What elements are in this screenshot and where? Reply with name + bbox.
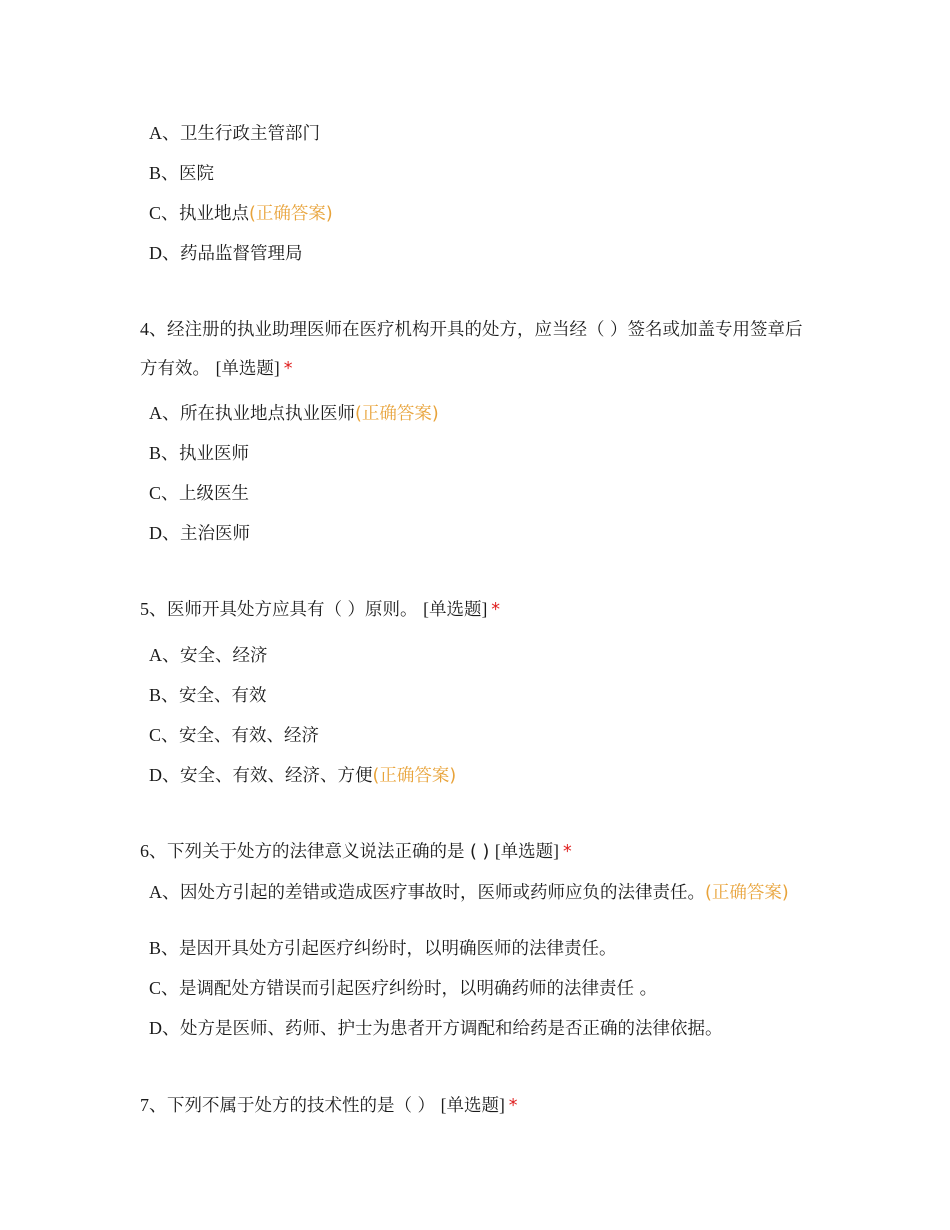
q5-option-c [149, 724, 809, 747]
option-letter: C、 [149, 978, 180, 998]
q3-option-d [149, 242, 809, 265]
question-text: 经注册的执业助理医师在医疗机构开具的处方，应当经（ ）签名或加盖专用签章后方有效。 [140, 320, 803, 379]
option-text: 因处方引起的差错或造成医疗事故时，医师或药师应负的法律责任。 [180, 883, 705, 903]
q4-option-d [149, 522, 809, 545]
question-number: 4、 [140, 319, 167, 339]
option-letter: D、 [149, 243, 180, 263]
option-text: 医院 [179, 164, 215, 184]
required-mark: * [283, 359, 293, 379]
q5-option-a [149, 644, 809, 667]
q6-title [140, 832, 810, 871]
option-letter: D、 [149, 765, 180, 785]
correct-answer-label: (正确答案) [249, 204, 333, 224]
option-letter: B、 [149, 685, 180, 705]
q5-option-d [149, 764, 809, 787]
option-text: 执业地点 [179, 204, 250, 224]
option-text: 主治医师 [180, 524, 250, 544]
option-letter: B、 [149, 163, 180, 183]
q3-option-c [149, 202, 809, 225]
q3-option-b [149, 162, 809, 185]
q4-option-c [149, 482, 809, 505]
question-text: 医师开具处方应具有（ ）原则。 [167, 600, 418, 620]
option-text: 所在执业地点执业医师 [180, 404, 355, 424]
required-mark: * [508, 1096, 518, 1116]
option-text: 是因开具处方引起医疗纠纷时，以明确医师的法律责任。 [179, 939, 617, 959]
option-text: 上级医生 [179, 484, 250, 504]
required-mark: * [491, 600, 501, 620]
option-text: 卫生行政主管部门 [180, 124, 320, 144]
option-letter: A、 [149, 403, 180, 423]
question-text: 下列不属于处方的技术性的是（ ） [167, 1096, 436, 1116]
option-letter: A、 [149, 645, 180, 665]
option-text: 是调配处方错误而引起医疗纠纷时，以明确药师的法律责任 。 [179, 979, 658, 999]
q5-title [140, 590, 810, 629]
option-text: 安全、有效、经济 [179, 726, 320, 746]
option-letter: D、 [149, 523, 180, 543]
q6-option-d [149, 1017, 809, 1040]
q4-option-a [149, 402, 809, 425]
question-type-tag: [单选题] [440, 1095, 505, 1115]
question-number: 7、 [140, 1095, 167, 1115]
question-type-tag: [单选题] [215, 358, 280, 378]
question-text: 下列关于处方的法律意义说法正确的是 ( ) [167, 842, 490, 862]
q6-option-b [149, 937, 809, 960]
question-number: 6、 [140, 841, 167, 861]
option-text: 执业医师 [179, 444, 250, 464]
option-text: 安全、经济 [180, 646, 268, 666]
q7-title [140, 1086, 810, 1125]
q6-option-c [149, 977, 809, 1000]
question-number: 5、 [140, 599, 167, 619]
q4-title [140, 310, 810, 388]
q6-option-a [149, 880, 809, 906]
option-text: 安全、有效、经济、方便 [180, 766, 373, 786]
question-type-tag: [单选题] [423, 599, 488, 619]
option-text: 安全、有效 [179, 686, 267, 706]
option-letter: B、 [149, 938, 180, 958]
required-mark: * [563, 842, 572, 862]
option-text: 药品监督管理局 [180, 244, 303, 264]
correct-answer-label: (正确答案) [372, 766, 457, 786]
option-letter: A、 [149, 123, 180, 143]
option-letter: A、 [149, 882, 180, 902]
option-letter: B、 [149, 443, 180, 463]
option-letter: C、 [149, 483, 180, 503]
question-type-tag: [单选题] [494, 841, 560, 861]
correct-answer-label: (正确答案) [705, 883, 789, 903]
correct-answer-label: (正确答案) [355, 404, 439, 424]
option-text: 处方是医师、药师、护士为患者开方调配和给药是否正确的法律依据。 [180, 1019, 723, 1039]
option-letter: D、 [149, 1018, 180, 1038]
option-letter: C、 [149, 203, 180, 223]
q5-option-b [149, 684, 809, 707]
q3-option-a [149, 122, 809, 145]
option-letter: C、 [149, 725, 180, 745]
q4-option-b [149, 442, 809, 465]
